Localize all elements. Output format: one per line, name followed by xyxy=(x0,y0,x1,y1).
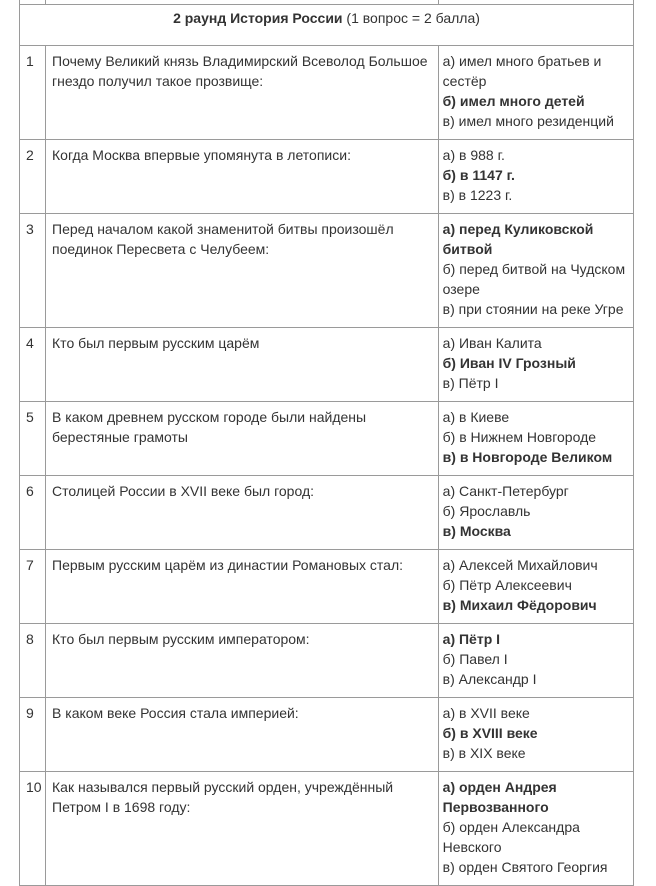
question-text: Столицей России в XVII веке был город: xyxy=(46,476,439,550)
answer-option-correct: б) в 1147 г. xyxy=(442,167,515,183)
round-header-row xyxy=(20,5,634,46)
question-number: 7 xyxy=(20,550,46,624)
answer-option: в) имел много резиденций xyxy=(442,113,614,129)
answer-options xyxy=(438,328,633,402)
answer-option: в) Александр I xyxy=(442,671,537,687)
answer-option: в) орден Святого Георгия xyxy=(442,859,608,875)
question-row xyxy=(20,46,634,140)
answer-options xyxy=(438,140,633,214)
question-row xyxy=(20,772,634,886)
question-number: 4 xyxy=(20,328,46,402)
answer-option: а) в Киеве xyxy=(442,409,510,425)
round-header xyxy=(20,5,634,46)
question-row xyxy=(20,214,634,328)
question-row xyxy=(20,476,634,550)
answer-option-correct: б) в XVIII веке xyxy=(442,725,538,741)
question-row xyxy=(20,402,634,476)
answer-option-correct: в) Москва xyxy=(442,523,511,539)
answer-option: б) перед битвой на Чудском озере xyxy=(442,261,626,297)
question-number: 9 xyxy=(20,698,46,772)
answer-option: б) Павел I xyxy=(442,651,508,667)
answer-option: а) в 988 г. xyxy=(442,147,505,163)
answer-option-correct: б) имел много детей xyxy=(442,93,585,109)
answer-option: а) Санкт-Петербург xyxy=(442,483,569,499)
answer-option: б) Ярославль xyxy=(442,503,531,519)
question-number: 1 xyxy=(20,46,46,140)
answer-options xyxy=(438,46,633,140)
question-text: Кто был первым русским императором: xyxy=(46,624,439,698)
question-row xyxy=(20,140,634,214)
answer-option: а) имел много братьев и сестёр xyxy=(442,53,602,89)
question-row xyxy=(20,698,634,772)
question-number: 8 xyxy=(20,624,46,698)
answer-option: а) в XVII веке xyxy=(442,705,530,721)
question-row xyxy=(20,550,634,624)
answer-option-correct: а) орден Андрея Первозванного xyxy=(442,779,557,815)
answer-options xyxy=(438,698,633,772)
question-number: 5 xyxy=(20,402,46,476)
answer-option: в) при стоянии на реке Угре xyxy=(442,301,624,317)
answer-option: б) в Нижнем Новгороде xyxy=(442,429,597,445)
answer-option: б) орден Александра Невского xyxy=(442,819,580,855)
answer-option: в) в XIX веке xyxy=(442,745,526,761)
question-row xyxy=(20,624,634,698)
answer-option-correct: б) Иван IV Грозный xyxy=(442,355,576,371)
question-text: Когда Москва впервые упомянута в летописи: xyxy=(46,140,439,214)
answer-option-correct: в) Михаил Фёдорович xyxy=(442,597,597,613)
question-number: 3 xyxy=(20,214,46,328)
question-row xyxy=(20,328,634,402)
question-text: Первым русским царём из династии Романовых стал: xyxy=(46,550,439,624)
question-text: Кто был первым русским царём xyxy=(46,328,439,402)
question-number: 2 xyxy=(20,140,46,214)
question-text: В каком древнем русском городе были найдены берестяные грамоты xyxy=(46,402,439,476)
answer-options xyxy=(438,550,633,624)
answer-options xyxy=(438,402,633,476)
answer-options xyxy=(438,624,633,698)
round-title: 2 раунд История России xyxy=(173,10,343,26)
answer-options xyxy=(438,772,633,886)
question-text: Почему Великий князь Владимирский Всеволод Большое гнездо получил такое прозвище: xyxy=(46,46,439,140)
answer-option: б) Пётр Алексеевич xyxy=(442,577,572,593)
answer-options xyxy=(438,476,633,550)
answer-option-correct: а) Пётр I xyxy=(442,631,501,647)
answer-option: в) Пётр I xyxy=(442,375,499,391)
question-number: 6 xyxy=(20,476,46,550)
question-text: Как назывался первый русский орден, учреждённый Петром I в 1698 году: xyxy=(46,772,439,886)
question-text: Перед началом какой знаменитой битвы произошёл поединок Пересвета с Челубеем: xyxy=(46,214,439,328)
answer-option: а) Иван Калита xyxy=(442,335,542,351)
question-number: 10 xyxy=(20,772,46,886)
answer-option: а) Алексей Михайлович xyxy=(442,557,598,573)
round-points-note: (1 вопрос = 2 балла) xyxy=(342,10,480,26)
answer-option-correct: а) перед Куликовской битвой xyxy=(442,221,594,257)
quiz-table xyxy=(19,0,634,886)
answer-option: в) в 1223 г. xyxy=(442,187,513,203)
question-text: В каком веке Россия стала империей: xyxy=(46,698,439,772)
answer-option-correct: в) в Новгороде Великом xyxy=(442,449,613,465)
answer-options xyxy=(438,214,633,328)
